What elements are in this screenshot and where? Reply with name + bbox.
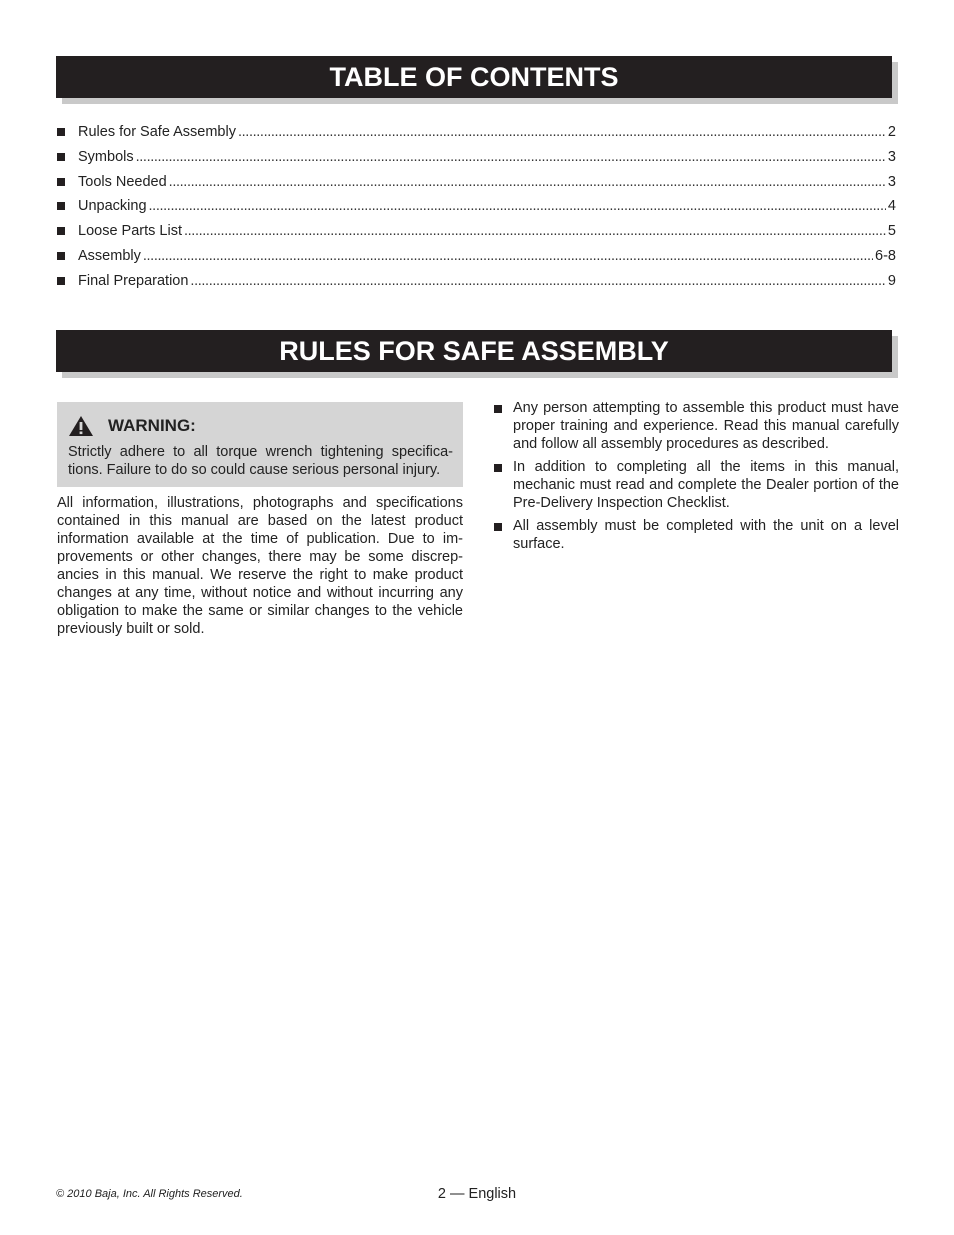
toc-entry[interactable] xyxy=(56,271,896,296)
bullet-square-icon xyxy=(57,227,65,235)
rules-bullet-text: Any person attempting to assemble this product must have proper training and experience. Read this manual carefully and follow all assembly procedures as described. xyxy=(513,400,899,452)
rules-bullet-text: In addition to completing all the items in this manual, mechanic must read and complete the Dealer portion of the Pre-Delivery Inspection Checklist. xyxy=(513,459,899,511)
toc-entry-page: 2 xyxy=(887,124,896,140)
bullet-square-icon xyxy=(494,405,502,413)
bullet-square-icon xyxy=(57,128,65,136)
toc-leader-dots xyxy=(190,271,886,291)
toc-entry-title: Final Preparation xyxy=(78,272,189,289)
bullet-square-icon xyxy=(57,252,65,260)
page-number: 2 — English xyxy=(437,1186,517,1202)
bullet-square-icon xyxy=(57,202,65,210)
rules-bullet xyxy=(492,399,899,453)
toc-entry[interactable] xyxy=(56,221,896,246)
toc-entry-title: Tools Needed xyxy=(78,173,167,190)
toc-leader-dots xyxy=(136,147,886,167)
rules-bullet-list xyxy=(492,399,899,558)
rules-bullet-text: All assembly must be completed with the unit on a level surface. xyxy=(513,518,899,552)
toc-entry-page: 5 xyxy=(887,223,896,240)
toc-entry[interactable] xyxy=(56,172,896,197)
warning-label: WARNING: xyxy=(108,416,196,435)
toc-entry-page: 4 xyxy=(887,198,896,215)
warning-text: Strictly adhere to all torque wrench tightening specifica-tions. Failure to do so could cause serious personal injury. xyxy=(68,444,453,478)
toc-entry-page: 6-8 xyxy=(875,247,896,264)
toc-entry-title: Assembly xyxy=(78,247,141,264)
toc-leader-dots xyxy=(169,172,886,192)
bullet-square-icon xyxy=(494,523,502,531)
toc-entry-title: Loose Parts List xyxy=(78,223,182,240)
intro-paragraph: All information, illustrations, photographs and specifications contained in this manual are based on the latest product information available at the time of publication. Due to im-provements or other changes, there may be some discrep-ancies in this manual. We reserve the right to make product changes at any time, without notice and without incurring any obligation to make the same or similar changes to the vehicle previously built or sold. xyxy=(57,495,463,637)
toc-entry-page: 9 xyxy=(887,272,896,289)
toc-leader-dots xyxy=(238,122,886,142)
toc-list xyxy=(56,122,896,296)
toc-leader-dots xyxy=(149,196,886,216)
toc-entry-title: Unpacking xyxy=(78,198,147,215)
bullet-square-icon xyxy=(57,178,65,186)
rules-heading: RULES FOR SAFE ASSEMBLY xyxy=(56,330,892,372)
bullet-square-icon xyxy=(494,464,502,472)
toc-leader-dots xyxy=(184,221,886,241)
copyright-notice: © 2010 Baja, Inc. All Rights Reserved. xyxy=(56,1188,243,1200)
rules-bullet xyxy=(492,517,899,553)
rules-bullet xyxy=(492,458,899,512)
toc-entry-title: Symbols xyxy=(78,148,134,165)
toc-heading: TABLE OF CONTENTS xyxy=(56,56,892,98)
toc-entry-page: 3 xyxy=(887,173,896,190)
toc-entry-title: Rules for Safe Assembly xyxy=(78,124,236,140)
toc-entry[interactable] xyxy=(56,147,896,172)
bullet-square-icon xyxy=(57,277,65,285)
toc-entry[interactable] xyxy=(56,122,896,147)
toc-entry[interactable] xyxy=(56,196,896,221)
bullet-square-icon xyxy=(57,153,65,161)
toc-entry[interactable] xyxy=(56,246,896,271)
toc-entry-page: 3 xyxy=(887,148,896,165)
warning-triangle-icon xyxy=(68,415,94,437)
warning-box xyxy=(57,402,463,487)
toc-leader-dots xyxy=(143,246,873,266)
